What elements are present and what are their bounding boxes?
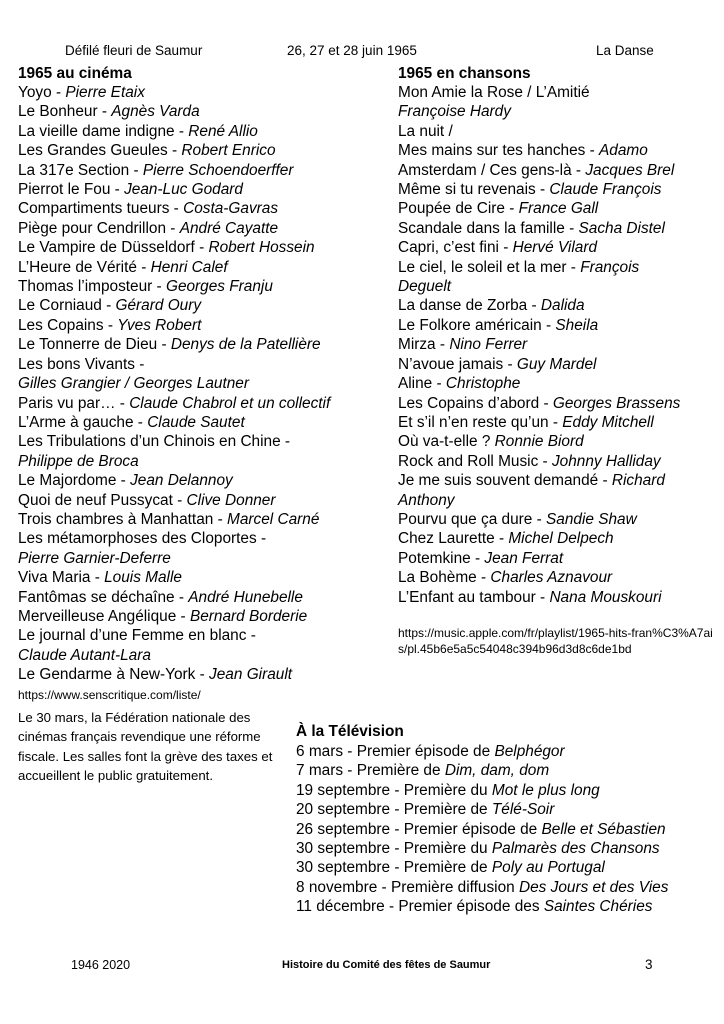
cinema-source-link[interactable]: https://www.senscritique.com/liste/ [18,688,201,702]
list-item [398,452,680,471]
page-number: 3 [645,957,653,972]
list-item-credit: François [580,258,640,276]
list-item-credit: Georges Brassens [552,394,681,412]
list-item [18,626,330,645]
list-item-text: Le Vampire de Düsseldorf - [18,239,209,257]
list-item-credit: Des Jours et des Vies [518,878,669,896]
list-item-credit: Claude Autant-Lara [18,646,151,664]
list-item [296,742,668,761]
list-item-text: Thomas l’imposteur - [18,278,166,296]
strike-note-paragraph: Le 30 mars, la Fédération nationale des cinémas français revendique une réforme fiscale. Les salles font la grève des taxes et accueillent le public gratuitement. [18,710,273,783]
list-item [398,180,680,199]
list-item [296,800,668,819]
list-item [398,374,680,393]
list-item [398,83,680,102]
list-item-credit: Charles Aznavour [490,569,613,587]
list-item-credit: Philippe de Broca [18,452,139,470]
footer-years: 1946 2020 [71,958,131,972]
list-item [18,102,330,121]
list-item-credit: France Gall [518,200,599,218]
list-item-credit: Jean Girault [209,666,293,684]
list-item-credit: Gilles Grangier / Georges Lautner [18,375,249,393]
songs-playlist-link[interactable]: https://music.apple.com/fr/playlist/1965-hits-fran%C3%A7ais/pl.45b6e5a5c54048c394b96d3d8c6de1bd [398,626,713,656]
list-item [398,588,680,607]
list-item [296,878,668,897]
list-item-credit: Pierre Etaix [65,84,145,101]
list-item-text: Mon Amie la Rose / L’Amitié [398,84,590,101]
list-item-text: Pourvu que ça dure - [398,510,547,528]
list-item-text: Pierrot le Fou - [18,181,125,199]
list-item-credit: Johnny Halliday [551,452,661,470]
header-left-text: Défilé fleuri de Saumur [65,43,203,58]
list-item-text: La Bohème - [398,569,491,587]
list-item [398,413,680,432]
list-item-text: 8 novembre - Première diffusion [296,878,519,896]
list-item-credit: Henri Calef [150,258,228,276]
list-item-text: Potemkine - [398,549,485,567]
list-item [18,277,330,296]
songs-list [398,83,680,607]
list-item [18,471,330,490]
list-item-text: Trois chambres à Manhattan - [18,510,227,528]
list-item-credit: Ronnie Biord [494,433,584,451]
footer-title: Histoire du Comité des fêtes de Saumur [282,959,491,971]
tv-section-title: À la Télévision [296,723,404,740]
list-item-text: 30 septembre - Première de [296,859,492,877]
list-item-credit: Télé-Soir [491,801,555,819]
list-item-text: Le Gendarme à New-York - [18,666,210,684]
list-item-text: N’avoue jamais - [398,355,517,373]
list-item [18,394,330,413]
list-item [18,665,330,684]
list-item [398,122,680,141]
list-item [398,238,680,257]
list-item-text: Rock and Roll Music - [398,452,552,470]
list-item [18,316,330,335]
list-item-credit: Denys de la Patellière [170,336,321,354]
list-item-credit: Claude François [549,181,662,199]
header-right-text: La Danse [596,43,654,58]
list-item [296,761,668,780]
list-item [296,839,668,858]
list-item [398,335,680,354]
list-item [18,199,330,218]
list-item-text: L’Enfant au tambour - [398,588,550,606]
list-item [398,199,680,218]
list-item-text: La nuit / [398,122,453,140]
list-item [398,549,680,568]
list-item-text: Capri, c’est fini - [398,239,513,257]
list-item-text: Yoyo - [18,84,66,101]
list-item-text: Les métamorphoses des Cloportes - [18,530,267,548]
list-item-credit: Sheila [555,316,599,334]
list-item-credit: Richard [611,472,665,490]
list-item-text: 26 septembre - Premier épisode de [296,820,542,838]
list-item-text: L’Arme à gauche - [18,413,148,431]
list-item-credit: Dim, dam, dom [444,762,550,780]
list-item-text: Merveilleuse Angélique - [18,607,190,625]
list-item-credit: Marcel Carné [227,510,320,528]
list-item-text: Les Copains - [18,316,118,334]
list-item-text: Même si tu revenais - [398,181,550,199]
list-item [18,161,330,180]
list-item-text: Le Bonheur - [18,103,112,121]
list-item [398,394,680,413]
list-item [398,510,680,529]
list-item [18,607,330,626]
list-item [18,141,330,160]
list-item [398,529,680,548]
list-item-credit: Costa-Gavras [183,200,279,218]
list-item-text: Où va-t-elle ? [398,433,495,451]
list-item-text: Le Tonnerre de Dieu - [18,336,171,354]
list-item-credit: Jean Ferrat [484,549,564,567]
list-item-text: Amsterdam / Ces gens-là - [398,161,586,179]
list-item [398,432,680,451]
list-item-credit: Bernard Borderie [189,607,308,625]
list-item-text: Quoi de neuf Pussycat - [18,491,187,509]
list-item [18,374,330,393]
list-item-text: La 317e Section - [18,161,143,179]
list-item-credit: Jacques Brel [585,161,675,179]
list-item-credit: René Allio [188,122,258,140]
list-item [296,897,668,916]
list-item-credit: Hervé Vilard [512,239,598,257]
list-item [18,452,330,471]
list-item-credit: Jean Delannoy [130,472,233,490]
list-item-text: Je me suis souvent demandé - [398,472,612,490]
header-date-text: 26, 27 et 28 juin 1965 [287,43,417,58]
list-item-credit: Pierre Garnier-Deferre [18,549,171,567]
list-item-credit: Clive Donner [186,491,276,509]
list-item-text: Aline - [398,375,446,393]
list-item-credit: Sandie Shaw [546,510,637,528]
list-item [398,161,680,180]
list-item-credit: Saintes Chéries [543,898,653,916]
list-item-text: Les bons Vivants - [18,355,145,373]
list-item [398,471,680,490]
list-item-text: Et s’il n’en reste qu’un - [398,413,563,431]
list-item-credit: Claude Chabrol et un collectif [129,394,331,412]
list-item [18,355,330,374]
list-item-credit: Sacha Distel [578,219,665,237]
list-item-text: La danse de Zorba - [398,297,541,315]
list-item [18,568,330,587]
list-item-text: Chez Laurette - [398,530,509,548]
list-item-text: Le ciel, le soleil et la mer - [398,258,581,276]
list-item-credit: Louis Malle [104,569,182,587]
list-item-text: La vieille dame indigne - [18,122,189,140]
list-item [296,781,668,800]
list-item-credit: Jean-Luc Godard [124,181,243,199]
list-item-text: 30 septembre - Première du [296,840,492,858]
cinema-list [18,83,330,685]
list-item [18,180,330,199]
list-item [398,277,680,296]
list-item [296,858,668,877]
list-item-text: Piège pour Cendrillon - [18,219,180,237]
list-item-credit: Pierre Schoendoerffer [142,161,294,179]
list-item-text: Compartiments tueurs - [18,200,184,218]
list-item-credit: Nino Ferrer [449,336,528,354]
list-item [398,102,680,121]
cinema-section-title: 1965 au cinéma [18,65,132,82]
list-item [398,219,680,238]
list-item-text: Le Majordome - [18,472,131,490]
list-item-text: 20 septembre - Première de [296,801,492,819]
list-item-text: Le Corniaud - [18,297,116,315]
list-item [398,355,680,374]
list-item [18,432,330,451]
list-item [398,568,680,587]
list-item [18,258,330,277]
list-item [398,316,680,335]
list-item-text: 19 septembre - Première du [296,781,492,799]
list-item [296,820,668,839]
list-item [398,491,680,510]
list-item-text: 7 mars - Première de [296,762,445,780]
list-item-credit: Eddy Mitchell [562,413,654,431]
list-item-credit: Belle et Sébastien [541,820,666,838]
list-item-text: Le Folkore américain - [398,316,556,334]
list-item [18,413,330,432]
list-item [398,141,680,160]
list-item [398,258,680,277]
list-item-credit: Deguelt [398,278,452,296]
list-item [18,588,330,607]
list-item-credit: Georges Franju [165,278,273,296]
list-item-credit: Poly au Portugal [491,859,605,877]
list-item-credit: Mot le plus long [491,781,600,799]
list-item-credit: Michel Delpech [508,530,614,548]
list-item-text: 11 décembre - Premier épisode des [296,898,544,916]
list-item-credit: Françoise Hardy [398,103,511,121]
list-item-credit: Robert Enrico [181,142,276,160]
list-item-text: Mirza - [398,336,450,354]
songs-section-title: 1965 en chansons [398,65,531,82]
list-item-credit: Agnès Varda [111,103,200,121]
list-item [18,83,330,102]
list-item [18,238,330,257]
list-item [18,549,330,568]
list-item-text: Paris vu par… - [18,394,130,412]
list-item-text: Les Copains d’abord - [398,394,553,412]
list-item [18,335,330,354]
list-item-credit: Gérard Oury [115,297,202,315]
list-item-credit: Christophe [445,375,521,393]
list-item-text: Fantômas se déchaîne - [18,588,189,606]
list-item-credit: André Hunebelle [188,588,303,606]
list-item-credit: Guy Mardel [516,355,597,373]
list-item [18,510,330,529]
list-item-text: 6 mars - Premier épisode de [296,743,495,760]
list-item [18,646,330,665]
list-item [18,491,330,510]
list-item-text: Poupée de Cire - [398,200,519,218]
list-item-credit: Anthony [398,491,455,509]
list-item [18,296,330,315]
list-item-credit: Nana Mouskouri [549,588,662,606]
list-item-text: Le journal d’une Femme en blanc - [18,627,256,645]
list-item-text: Scandale dans la famille - [398,219,579,237]
list-item [18,529,330,548]
list-item-credit: Palmarès des Chansons [491,840,660,858]
list-item-text: L’Heure de Vérité - [18,258,151,276]
list-item-text: Les Tribulations d’un Chinois en Chine - [18,433,291,451]
list-item-credit: Claude Sautet [147,413,245,431]
list-item-credit: Yves Robert [117,316,202,334]
list-item [18,122,330,141]
list-item-text: Viva Maria - [18,569,105,587]
list-item-credit: Robert Hossein [208,239,315,257]
list-item-credit: Belphégor [494,743,565,760]
list-item-credit: Dalida [540,297,585,315]
list-item-credit: Adamo [599,142,648,160]
list-item-text: Les Grandes Gueules - [18,142,182,160]
list-item-credit: André Cayatte [179,219,279,237]
list-item [18,219,330,238]
list-item [398,296,680,315]
list-item-text: Mes mains sur tes hanches - [398,142,600,160]
tv-list [296,742,668,917]
